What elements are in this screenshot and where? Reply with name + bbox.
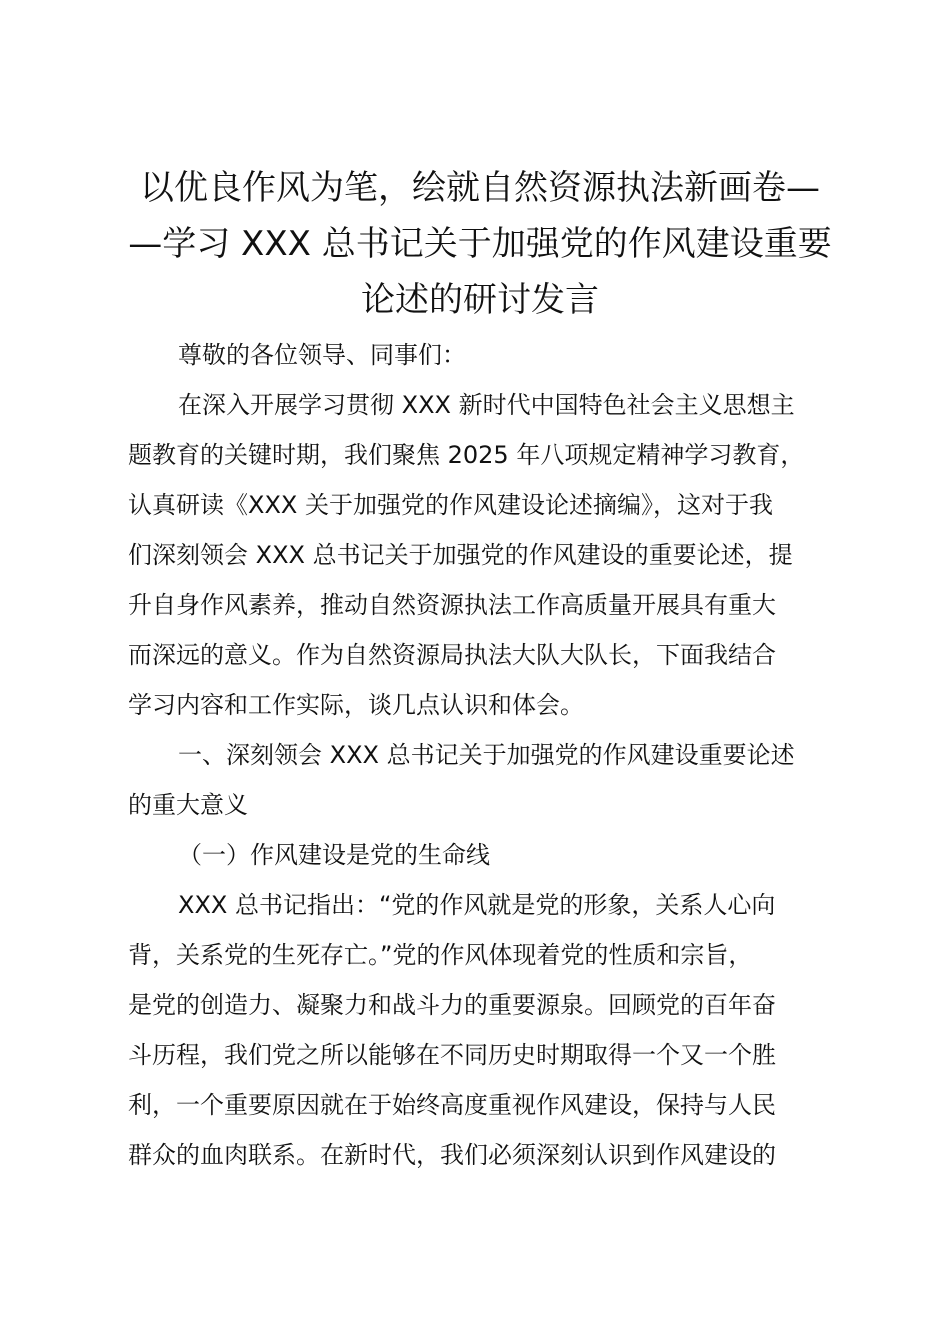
- document-body: [128, 330, 838, 1180]
- paragraph-line: 学习内容和工作实际，谈几点认识和体会。: [128, 691, 584, 719]
- title-line-1: 以优良作风为笔，绘就自然资源执法新画卷—: [140, 168, 820, 208]
- paragraph-line: 是党的创造力、凝聚力和战斗力的重要源泉。回顾党的百年奋: [128, 991, 776, 1019]
- paragraph-line: 们深刻领会 XXX 总书记关于加强党的作风建设的重要论述，提: [128, 541, 793, 569]
- title-line-2: —学习 XXX 总书记关于加强党的作风建设重要: [128, 224, 832, 264]
- paragraph-line: 升自身作风素养，推动自然资源执法工作高质量开展具有重大: [128, 591, 776, 619]
- section-heading-line: 一、深刻领会 XXX 总书记关于加强党的作风建设重要论述: [178, 741, 795, 769]
- subsection-heading: （一）作风建设是党的生命线: [178, 841, 490, 869]
- paragraph-line: 斗历程，我们党之所以能够在不同历史时期取得一个又一个胜: [128, 1041, 776, 1069]
- paragraph-line: 而深远的意义。作为自然资源局执法大队大队长，下面我结合: [128, 641, 776, 669]
- paragraph-line: 群众的血肉联系。在新时代，我们必须深刻认识到作风建设的: [128, 1141, 776, 1169]
- paragraph-line: 利，一个重要原因就在于始终高度重视作风建设，保持与人民: [128, 1091, 776, 1119]
- document-title: [120, 160, 840, 328]
- salutation: 尊敬的各位领导、同事们：: [178, 341, 466, 369]
- paragraph-line: 在深入开展学习贯彻 XXX 新时代中国特色社会主义思想主: [178, 391, 795, 419]
- section-heading-line: 的重大意义: [128, 791, 248, 819]
- paragraph-line: 题教育的关键时期，我们聚焦 2025 年八项规定精神学习教育，: [128, 441, 805, 469]
- paragraph-line: 背，关系党的生死存亡。”党的作风体现着党的性质和宗旨，: [128, 941, 753, 969]
- title-line-3: 论述的研讨发言: [361, 280, 599, 320]
- paragraph-line: XXX 总书记指出：“党的作风就是党的形象，关系人心向: [178, 891, 776, 919]
- paragraph-line: 认真研读《XXX 关于加强党的作风建设论述摘编》，这对于我: [128, 491, 773, 519]
